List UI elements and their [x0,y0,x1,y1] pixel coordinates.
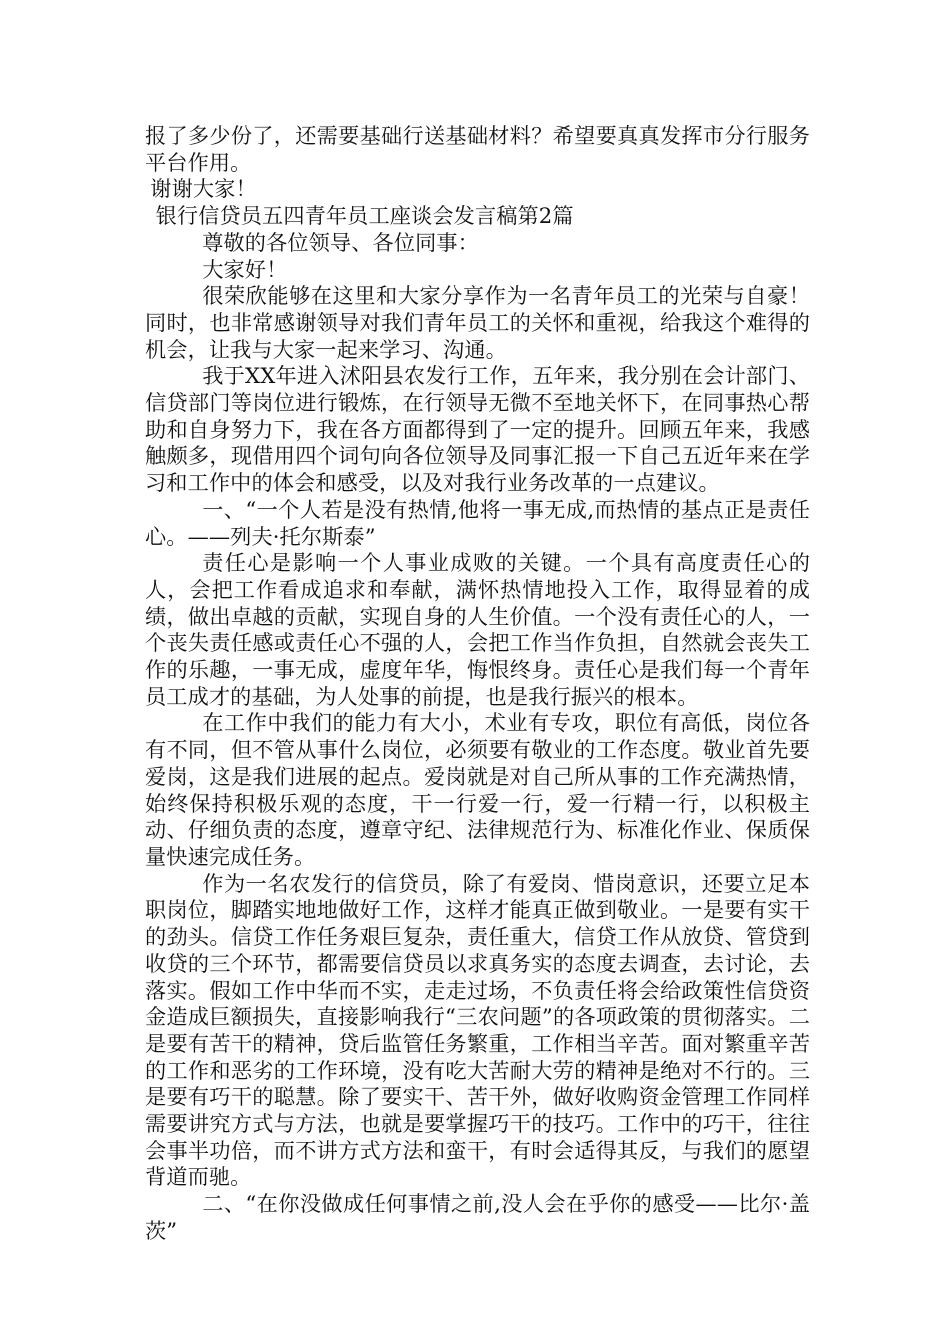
paragraph-closing-text: 报了多少份了，还需要基础行送基础材料？希望要真真发挥市分行服务平台作用。 [145,123,810,175]
paragraph-background: 我于XX年进入沭阳县农发行工作，五年来，我分别在会计部门、信贷部门等岗位进行锻炼，在行领导无微不至地关怀下，在同事热心帮助和自身努力下，我在各方面都得到了一定的提升。回顾五年来，我感触颇多，现借用四个词句向各位领导及同事汇报一下自己五近年来在学习和工作中的体会和感受，以及对我行业务改革的一点建议。 [145,363,810,496]
paragraph-intro: 很荣欣能够在这里和大家分享作为一名青年员工的光荣与自豪！同时，也非常感谢领导对我们青年员工的关怀和重视，给我这个难得的机会，让我与大家一起来学习、沟通。 [145,283,810,362]
paragraph-responsibility: 责任心是影响一个人事业成败的关键。一个具有高度责任心的人，会把工作看成追求和奉献，满怀热情地投入工作，取得显着的成绩，做出卓越的贡献，实现自身的人生价值。一个没有责任心的人，一个丧失责任感或责任心不强的人，会把工作当作负担，自然就会丧失工作的乐趣，一事无成，虚度年华，悔恨终身。责任心是我们每一个青年员工成才的基础，为人处事的前提，也是我行振兴的根本。 [145,550,810,709]
paragraph-salutation: 尊敬的各位领导、各位同事： [202,229,479,255]
paragraph-dedication: 在工作中我们的能力有大小，术业有专攻，职位有高低，岗位各有不同，但不管从事什么岗位，必须要有敬业的工作态度。敬业首先要爱岗，这是我们进展的起点。爱岗就是对自己所从事的工作充满热情，始终保持积极乐观的态度，干一行爱一行，爱一行精一行，以积极主动、仔细负责的态度，遵章守纪、法律规范行为、标准化作业、保质保量快速完成任务。 [145,710,810,869]
paragraph-credit-officer: 作为一名农发行的信贷员，除了有爱岗、惜岗意识，还要立足本职岗位，脚踏实地地做好工作，这样才能真正做到敬业。一是要有实干的劲头。信贷工作任务艰巨复杂，责任重大，信贷工作从放贷、管贷到收贷的三个环节，都需要信贷员以求真务实的态度去调查，去讨论，去落实。假如工作中华而不实，走走过场，不负责任将会给政策性信贷资金造成巨额损失，直接影响我行“三农问题”的各项政策的贯彻落实。二是要有苦干的精神，贷后监管任务繁重，工作相当辛苦。面对繁重辛苦的工作和恶劣的工作环境，没有吃大苦耐大劳的精神是绝对不行的。三是要有巧干的聪慧。除了要实干、苦干外，做好收购资金管理工作同样需要讲究方式与方法，也就是要掌握巧干的技巧。工作中的巧干，往往会事半功倍，而不讲方式方法和蛮干，有时会适得其反，与我们的愿望背道而驰。 [145,870,810,1190]
paragraph-point-two-title: 二、“在你没做成任何事情之前,没人会在乎你的感受——比尔·盖茨” [145,1191,810,1243]
document-body [145,123,810,1245]
paragraph-point-one-title: 一、“一个人若是没有热情,他将一事无成,而热情的基点正是责任心。——列夫·托尔斯泰” [145,496,810,549]
paragraph-greeting: 大家好！ [202,256,288,282]
section-heading: 银行信贷员五四青年员工座谈会发言稿第2篇 [155,203,574,229]
paragraph-thanks: 谢谢大家！ [150,176,257,202]
